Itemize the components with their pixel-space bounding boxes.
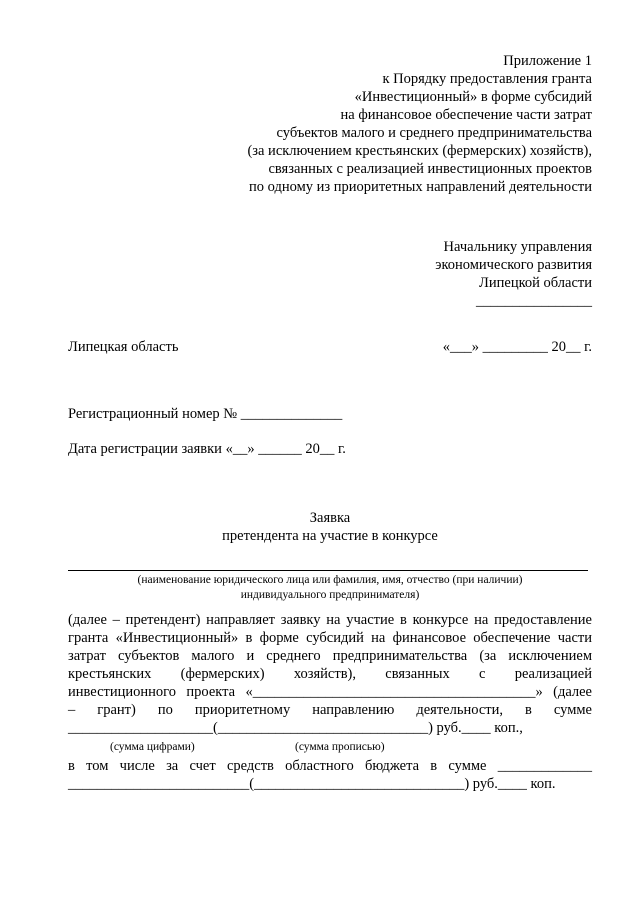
caption-line: (наименование юридического лица или фамилия, имя, отчество (при наличии) [137,574,523,586]
date-field: «___» _________ 20__ г. [442,339,592,355]
appendix-line: связанных с реализацией инвестиционных проектов [268,161,592,177]
regional-budget-text [68,757,592,793]
applicant-name-line [68,570,588,571]
place-date-row [68,338,592,356]
tail-line: _________________________(_____________________________) руб.____ коп. [68,776,556,792]
addressee-block [292,238,592,310]
registration-date: Дата регистрации заявки «__» ______ 20__ г. [68,441,346,457]
body-line: крестьянских (фермерских) хозяйств), связанных с реализацией [68,666,592,682]
body-line: ____________________(_____________________________) руб.____ коп., [68,720,523,736]
place-label: Липецкая область [68,339,179,355]
appendix-line: Приложение 1 [503,53,592,69]
sum-words-caption: (сумма прописью) [295,741,385,753]
application-body [68,611,592,737]
addressee-line: Начальнику управления [443,239,592,255]
addressee-line: экономического развития [435,257,592,273]
appendix-line: к Порядку предоставления гранта [382,71,592,87]
appendix-line: субъектов малого и среднего предпринимательства [276,125,592,141]
body-line: – грант) по приоритетному направлению деятельности, в сумме [68,702,592,718]
body-line: затрат субъектов малого и среднего предпринимательства (за исключением [68,648,592,664]
appendix-line: на финансовое обеспечение части затрат [340,107,592,123]
caption-line: индивидуального предпринимателя) [240,589,420,601]
tail-line: в том числе за счет средств областного бюджета в сумме _____________ [68,758,592,774]
addressee-line: Липецкой области [479,275,592,291]
appendix-line: по одному из приоритетных направлений деятельности [249,179,592,195]
subtitle-line: претендента на участие в конкурсе [222,528,438,544]
appendix-line: (за исключением крестьянских (фермерских) хозяйств), [247,143,592,159]
body-line: инвестиционного проекта «_______________________________________» (далее [68,684,592,700]
appendix-header [172,52,592,196]
addressee-signature-line: ________________ [476,293,592,309]
body-line: (далее – претендент) направляет заявку на участие в конкурсе на предоставление [68,612,592,628]
registration-number: Регистрационный номер № ______________ [68,406,343,422]
document-title [68,509,592,545]
sum-digits-caption: (сумма цифрами) [110,741,195,753]
appendix-line: «Инвестиционный» в форме субсидий [354,89,592,105]
body-line: гранта «Инвестиционный» в форме субсидий на финансовое обеспечение части [68,630,592,646]
title-line: Заявка [309,510,351,526]
applicant-name-caption [68,573,592,603]
